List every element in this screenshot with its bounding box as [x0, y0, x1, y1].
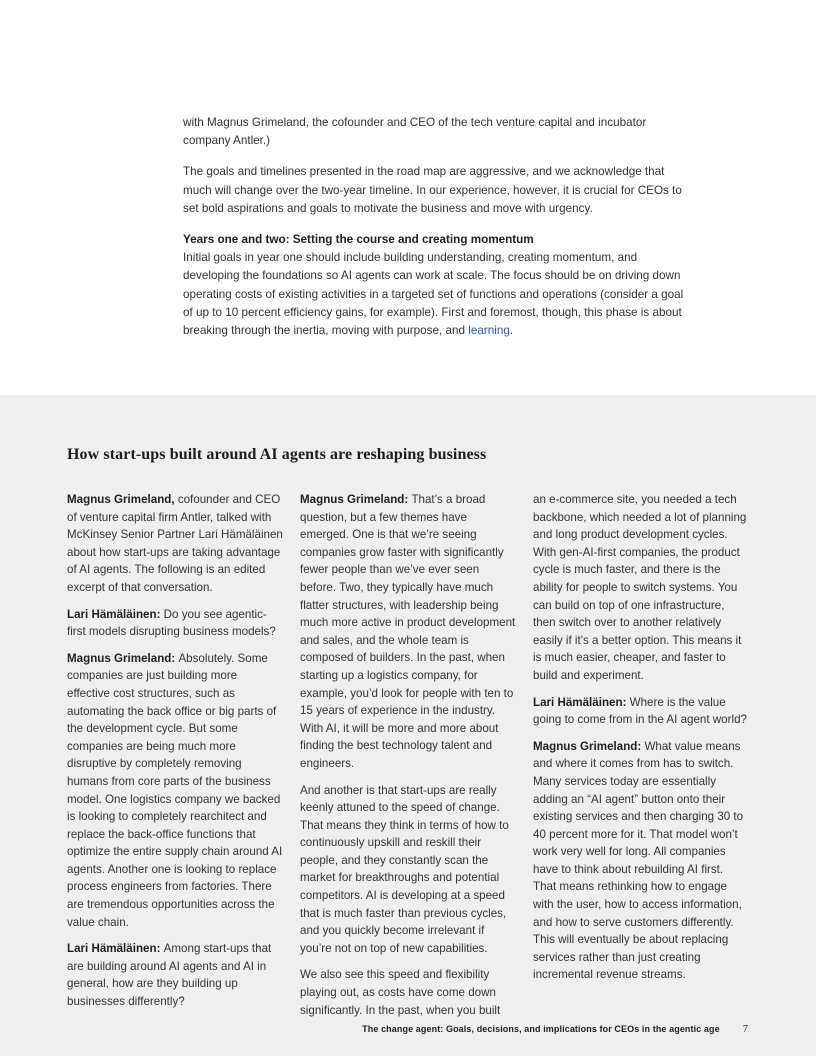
- interview-paragraph: [300, 966, 516, 1019]
- interview-columns: [67, 491, 749, 1028]
- paragraph-text: Among start-ups that are building around AI agents and AI in general, how are they building up businesses differently?: [67, 942, 272, 1009]
- interview-column-1: [67, 491, 283, 1028]
- page-number: 7: [742, 1024, 748, 1035]
- paragraph-text: And another is that start-ups are really keenly attuned to the speed of change. That means they think in terms of how to continuously upskill and reskill their people, and they constantly scan the market for breakthroughs and potential competitors. AI is developing at a speed that is much faster than previous cycles, and you quickly become irrelevant if you’re not on top of new capabilities.: [300, 783, 509, 955]
- learning-link[interactable]: learning: [468, 324, 510, 338]
- continuation-paragraph: with Magnus Grimeland, the cofounder and CEO of the tech venture capital and incubator company Antler.): [183, 116, 647, 148]
- interview-paragraph: [67, 606, 283, 641]
- speaker-name: Lari Hämäläinen:: [533, 695, 630, 709]
- paragraph-text: What value means and where it comes from has to switch. Many services today are essentially adding an “AI agent” button onto their existing services and then charging 30 to 40 percent more for it. That model won’t work very well for long. All companies have to think about rebuilding AI first. That means rethinking how to engage with the user, how to access information, and how to serve customers differently. This will eventually be about replacing services rather than just creating incremental revenue streams.: [533, 739, 744, 982]
- interview-paragraph: [67, 940, 283, 1010]
- body-paragraph: [183, 249, 684, 340]
- body-text-section: [183, 114, 684, 340]
- speaker-name: Lari Hämäläinen:: [67, 942, 164, 956]
- interview-paragraph: [533, 694, 749, 729]
- paragraph-text: .: [509, 324, 514, 338]
- report-title: The change agent: Goals, decisions, and implications for CEOs in the agentic age: [362, 1024, 720, 1034]
- speaker-name: Lari Hämäläinen:: [67, 607, 164, 621]
- body-paragraph: The goals and timelines presented in the road map are aggressive, and we acknowledge that much will change over the two-year timeline. In our experience, however, it is crucial for CEOs to set bold aspirations and goals to motivate the business and move with urgency.: [183, 165, 682, 215]
- callout-title: How start-ups built around AI agents are reshaping business: [67, 446, 487, 463]
- interview-column-3: [533, 491, 749, 1028]
- paragraph-text: Absolutely. Some companies are just building more effective cost structures, such as automating the back office or big parts of the development cycle. But some companies are being much more disruptive by completely removing humans from core parts of the business model. One logistics company we backed is looking to completely rearchitect and replace the back-office functions that optimize the entire supply chain around AI agents. Another one is looking to replace process engineers from factories. There are tremendous opportunities across the value chain.: [67, 651, 283, 929]
- paragraph-text: We also see this speed and flexibility playing out, as costs have come down significantly. In the past, when you built: [300, 968, 501, 1017]
- paragraph-text: That’s a broad question, but a few themes have emerged. One is that we’re seeing companies grow faster with significantly fewer people than we’ve ever seen before. Two, they typically have much flatter structures, with leadership being much more active in product development and sales, and the whole team is composed of builders. In the past, when starting up a logistics company, for example, you’d look for people with ten to 15 years of experience in the industry. With AI, it will be more and more about finding the best technology talent and engineers.: [300, 493, 516, 770]
- interview-column-2: [300, 491, 516, 1028]
- paragraph-text: cofounder and CEO of venture capital firm Antler, talked with McKinsey Senior Partner Lari Hämäläinen about how start-ups are taking advantage of AI agents. The following is an edited excerpt of that conversation.: [67, 493, 283, 594]
- paragraph-text: an e-commerce site, you needed a tech backbone, which needed a lot of planning and long product development cycles. With gen-AI-first companies, the product cycle is much faster, and there is the ability for people to switch systems. You can build on top of one infrastructure, then switch over to another relatively easily if it’s a better option. This means it is much easier, cheaper, and faster to build and experiment.: [533, 493, 747, 682]
- paragraph-text: Where is the value going to come from in the AI agent world?: [533, 695, 747, 727]
- paragraph-text: Do you see agentic-first models disrupting business models?: [67, 607, 276, 639]
- interview-callout-section: [0, 395, 816, 1056]
- speaker-name: Magnus Grimeland,: [67, 493, 178, 506]
- interview-paragraph: [300, 782, 516, 958]
- interview-paragraph: [300, 491, 516, 773]
- speaker-name: Magnus Grimeland:: [533, 739, 645, 753]
- speaker-name: Magnus Grimeland:: [67, 651, 179, 665]
- interview-paragraph: [67, 650, 283, 932]
- speaker-name: Magnus Grimeland:: [300, 493, 412, 506]
- page-footer: [362, 1024, 748, 1035]
- section-subheading: Years one and two: Setting the course and creating momentum: [183, 233, 534, 247]
- paragraph-text: Initial goals in year one should include building understanding, creating momentum, and developing the foundations so AI agents can work at scale. The focus should be on driving down operating costs of existing activities in a targeted set of functions and operations (consider a goal of up to 10 percent efficiency gains, for example). First and foremost, though, this phase is about breaking through the inertia, moving with purpose, and: [183, 251, 684, 338]
- interview-paragraph: [533, 491, 749, 685]
- interview-paragraph: [67, 491, 283, 597]
- interview-paragraph: [533, 738, 749, 984]
